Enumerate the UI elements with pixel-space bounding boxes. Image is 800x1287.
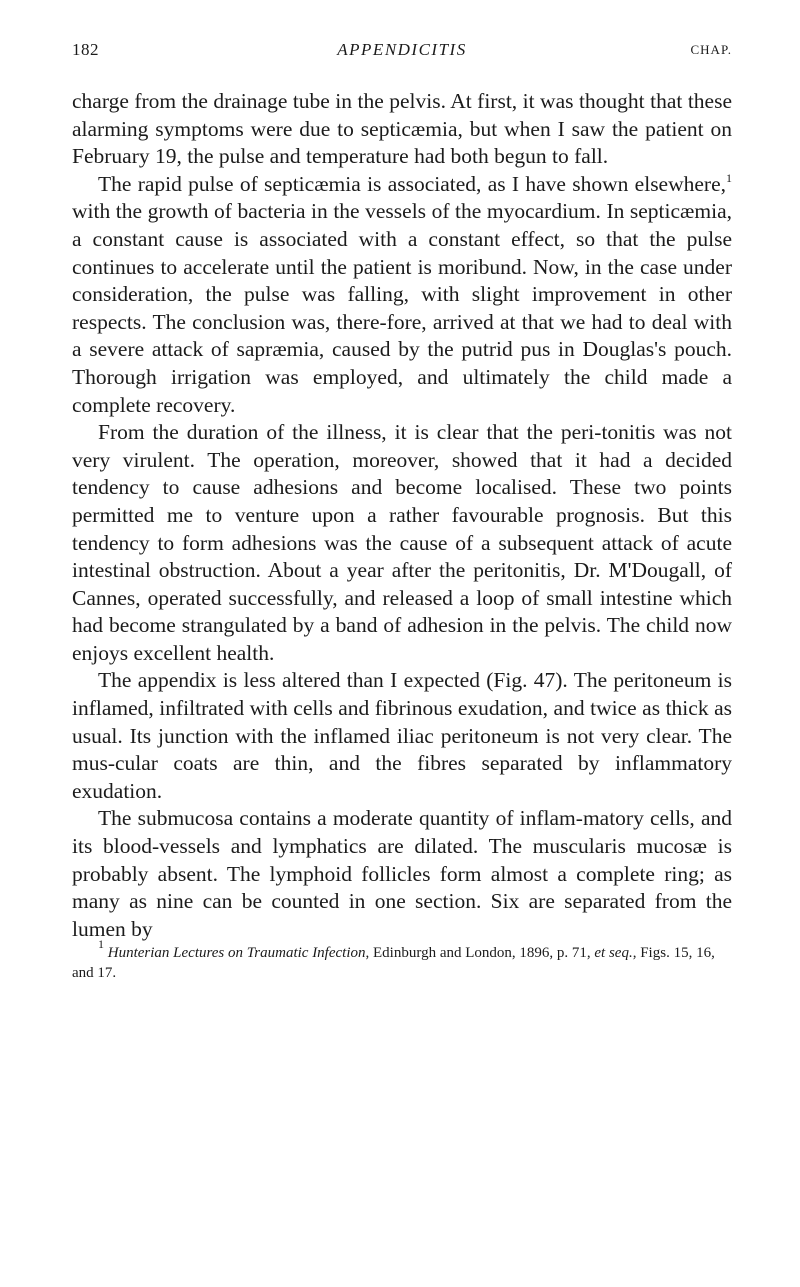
running-title: APPENDICITIS: [337, 40, 467, 59]
footnote: [72, 937, 732, 983]
book-page: [72, 40, 732, 983]
footnote-reference: 1: [726, 170, 732, 185]
paragraph-prognosis: From the duration of the illness, it is clear that the peri-tonitis was not very virulent. The operation, moreover, showed that it had a decided tendency to cause adhesions and become localised. These two points permitted me to venture upon a rather favourable prognosis. But this tendency to form adhesions was the cause of a subsequent attack of acute intestinal obstruction. About a year after the peritonitis, Dr. M'Dougall, of Cannes, operated successfully, and released a loop of small intestine which had become strangulated by a band of adhesion in the pelvis. The child now enjoys excellent health.: [72, 420, 732, 665]
paragraph-septicaemia-start: The rapid pulse of septicæmia is associated, as I have shown elsewhere,: [98, 171, 726, 196]
paragraph-septicaemia: [72, 171, 732, 419]
paragraph-submucosa: The submucosa contains a moderate quantity of inflam-matory cells, and its blood-vessels and lymphatics are dilated. The muscularis mucosæ is probably absent. The lymphoid follicles form almost a complete ring; as many as nine can be counted in one section. Six are separated from the lumen by: [72, 806, 732, 941]
footnote-details: , Edinburgh and London, 1896, p. 71,: [365, 945, 595, 962]
chapter-label: CHAP.: [690, 42, 732, 57]
body-text: [72, 88, 732, 983]
footnote-figures: , Figs. 15, 16, and 17.: [72, 945, 715, 982]
footnote-marker: 1: [98, 937, 104, 952]
footnote-title: Hunterian Lectures on Traumatic Infection: [107, 945, 366, 962]
page-number: 182: [72, 40, 99, 59]
footnote-et-seq: et seq.: [594, 945, 633, 962]
paragraph-septicaemia-end: with the growth of bacteria in the vessels of the myocardium. In septicæmia, a constant cause is associated with a constant effect, so that the pulse continues to accelerate until the patient is moribund. Now, in the case under consideration, the pulse was falling, with slight improvement in other respects. The conclusion was, there-fore, arrived at that we had to deal with a severe attack of sapræmia, caused by the putrid pus in Douglas's pouch. Thorough irrigation was employed, and ultimately the child made a complete recovery.: [72, 199, 732, 417]
paragraph-continued: charge from the drainage tube in the pelvis. At first, it was thought that these alarming symptoms were due to septicæmia, but when I saw the patient on February 19, the pulse and temperature had both begun to fall.: [72, 89, 732, 169]
paragraph-appendix: The appendix is less altered than I expected (Fig. 47). The peritoneum is inflamed, infiltrated with cells and fibrinous exudation, and twice as thick as usual. Its junction with the inflamed iliac peritoneum is not very clear. The mus-cular coats are thin, and the fibres separated by inflammatory exudation.: [72, 668, 732, 803]
running-head: [72, 40, 732, 68]
